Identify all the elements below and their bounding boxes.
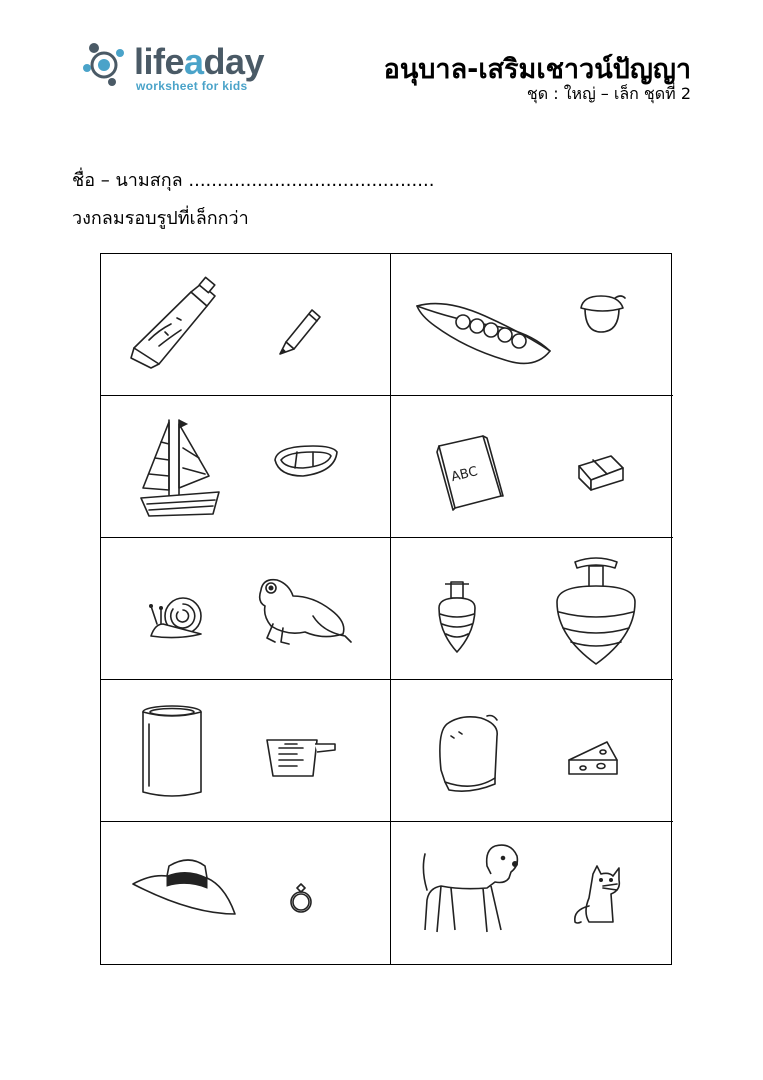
logo-wordmark: lifeaday xyxy=(134,41,265,82)
measuring-cup-icon[interactable] xyxy=(265,736,339,778)
eraser-icon[interactable] xyxy=(575,450,627,490)
logo-tagline: worksheet for kids xyxy=(136,79,248,93)
frog-icon[interactable] xyxy=(253,576,353,650)
toothpaste-tube-icon[interactable] xyxy=(129,280,224,370)
book-cover-text: ABC xyxy=(449,464,480,486)
cat-icon[interactable] xyxy=(569,866,621,926)
pair-cell xyxy=(391,538,673,680)
cheese-icon[interactable] xyxy=(567,740,619,778)
pencil-icon[interactable] xyxy=(276,304,326,359)
pair-cell xyxy=(101,680,391,822)
pair-cell xyxy=(101,538,391,680)
bread-icon[interactable] xyxy=(437,712,501,792)
pair-cell xyxy=(391,680,673,822)
book-icon[interactable] xyxy=(435,434,503,510)
large-spinning-top-icon[interactable] xyxy=(553,554,639,666)
pair-cell xyxy=(101,254,391,396)
dog-icon[interactable] xyxy=(421,840,521,940)
pair-cell xyxy=(391,822,673,964)
small-spinning-top-icon[interactable] xyxy=(435,580,479,656)
acorn-icon[interactable] xyxy=(579,292,627,334)
pair-cell xyxy=(101,396,391,538)
pair-cell xyxy=(391,396,673,538)
instruction-text: วงกลมรอบรูปที่เล็กกว่า xyxy=(72,208,249,229)
lifeaday-logo xyxy=(82,38,282,98)
can-icon[interactable] xyxy=(141,704,203,800)
pea-pod-icon[interactable] xyxy=(415,296,555,371)
snail-icon[interactable] xyxy=(147,594,205,640)
pair-cell xyxy=(101,822,391,964)
page-subtitle: ชุด : ใหญ่ – เล็ก ชุดที่ 2 xyxy=(526,84,691,103)
name-field-label: ชื่อ – นามสกุล ........................................... xyxy=(72,170,435,191)
rowboat-icon[interactable] xyxy=(273,442,339,482)
logo-mark-icon xyxy=(82,38,130,88)
hat-icon[interactable] xyxy=(131,856,237,918)
page-title: อนุบาล-เสริมเชาวน์ปัญญา xyxy=(383,54,691,85)
ring-icon[interactable] xyxy=(289,882,313,916)
sailing-ship-icon[interactable] xyxy=(139,418,221,520)
worksheet-grid xyxy=(100,253,672,965)
pair-cell xyxy=(391,254,673,396)
